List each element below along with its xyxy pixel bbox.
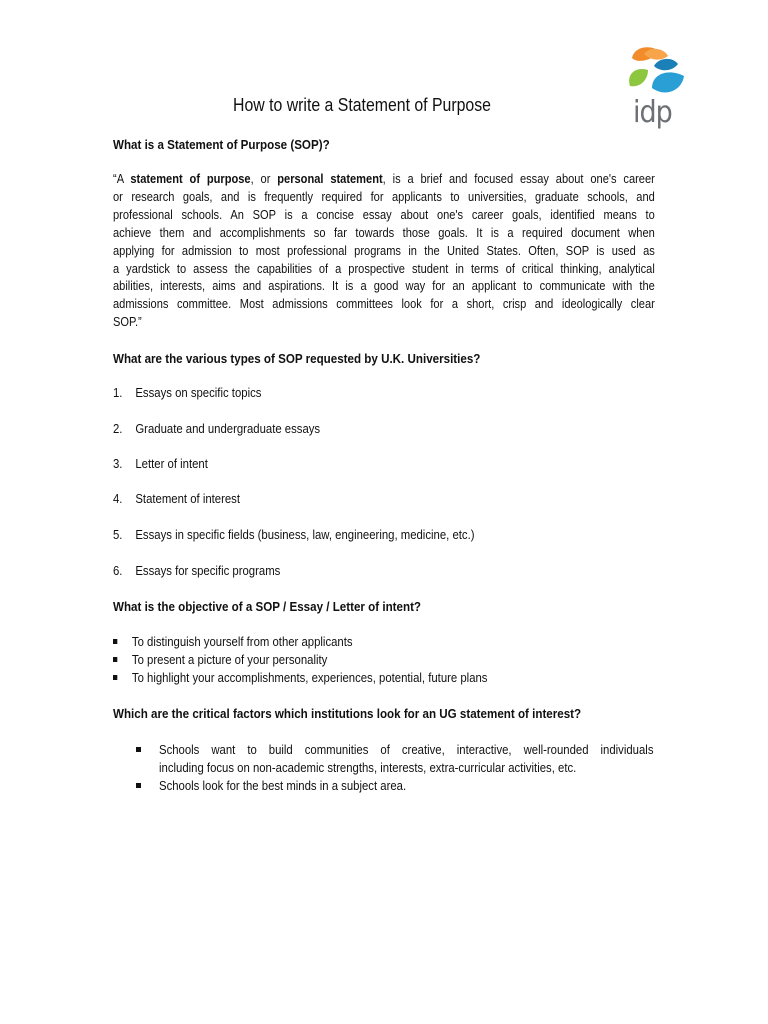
paragraph-line: “A statement of purpose, or personal statement, is a brief and focused essay about one's career bbox=[113, 171, 655, 186]
bullet-icon bbox=[113, 657, 117, 662]
list-item: 5. Essays in specific fields (business, law, engineering, medicine, etc.) bbox=[113, 527, 475, 542]
term-personal-statement: personal statement bbox=[277, 171, 383, 186]
list-item: To present a picture of your personality bbox=[113, 651, 327, 669]
bullet-icon bbox=[113, 639, 117, 644]
list-item-line: Schools want to build communities of creative, interactive, well-rounded individuals bbox=[159, 742, 654, 757]
critical-factors-list bbox=[136, 741, 655, 795]
bullet-icon bbox=[113, 675, 117, 680]
paragraph-line: or research goals, and is frequently required for applicants to universities, graduate schools, and bbox=[113, 188, 655, 204]
list-item-line: Schools look for the best minds in a subject area. bbox=[159, 778, 407, 793]
paragraph-line: admissions committee. Most admissions committees look for a short, crisp and ideologically clear bbox=[113, 296, 655, 312]
list-item: 2. Graduate and undergraduate essays bbox=[113, 421, 321, 436]
list-item bbox=[136, 741, 655, 777]
section-heading-critical-factors: Which are the critical factors which institutions look for an UG statement of interest? bbox=[113, 706, 582, 721]
term-statement-of-purpose: statement of purpose bbox=[130, 171, 251, 186]
sop-definition-paragraph bbox=[113, 170, 655, 331]
list-item-line: including focus on non-academic strengths, interests, extra-curricular activities, etc. bbox=[159, 760, 577, 775]
section-heading-sop-objective: What is the objective of a SOP / Essay / Letter of intent? bbox=[113, 599, 422, 614]
list-item bbox=[136, 777, 655, 795]
list-item: 4. Statement of interest bbox=[113, 491, 241, 506]
list-item: 1. Essays on specific topics bbox=[113, 385, 262, 400]
list-item: 6. Essays for specific programs bbox=[113, 563, 281, 578]
section-heading-sop-types: What are the various types of SOP requested by U.K. Universities? bbox=[113, 351, 481, 366]
list-item: 3. Letter of intent bbox=[113, 456, 208, 471]
paragraph-line: abilities, interests, aims and aspirations. It is a good way for an applicant to communicate with the bbox=[113, 278, 655, 294]
paragraph-line: professional schools. An SOP is a concise essay about one's career goals, identified means to bbox=[113, 206, 655, 222]
paragraph-line: applying for admission to most professional programs in the United States. Often, SOP is used as bbox=[113, 242, 655, 258]
section-heading-what-is-sop: What is a Statement of Purpose (SOP)? bbox=[113, 137, 330, 152]
list-item: To distinguish yourself from other applicants bbox=[113, 633, 353, 651]
paragraph-line: a yardstick to assess the capabilities of a prospective student in terms of critical thinking, analytical bbox=[113, 260, 655, 276]
idp-logo-text: idp bbox=[633, 95, 672, 130]
paragraph-line: SOP.” bbox=[113, 314, 142, 330]
paragraph-line: achieve them and accomplishments so far towards those goals. It is a required document when bbox=[113, 224, 655, 240]
bullet-icon bbox=[136, 747, 141, 752]
bullet-icon bbox=[136, 783, 141, 788]
list-item: To highlight your accomplishments, experiences, potential, future plans bbox=[113, 669, 487, 687]
page-title: How to write a Statement of Purpose bbox=[233, 95, 491, 115]
